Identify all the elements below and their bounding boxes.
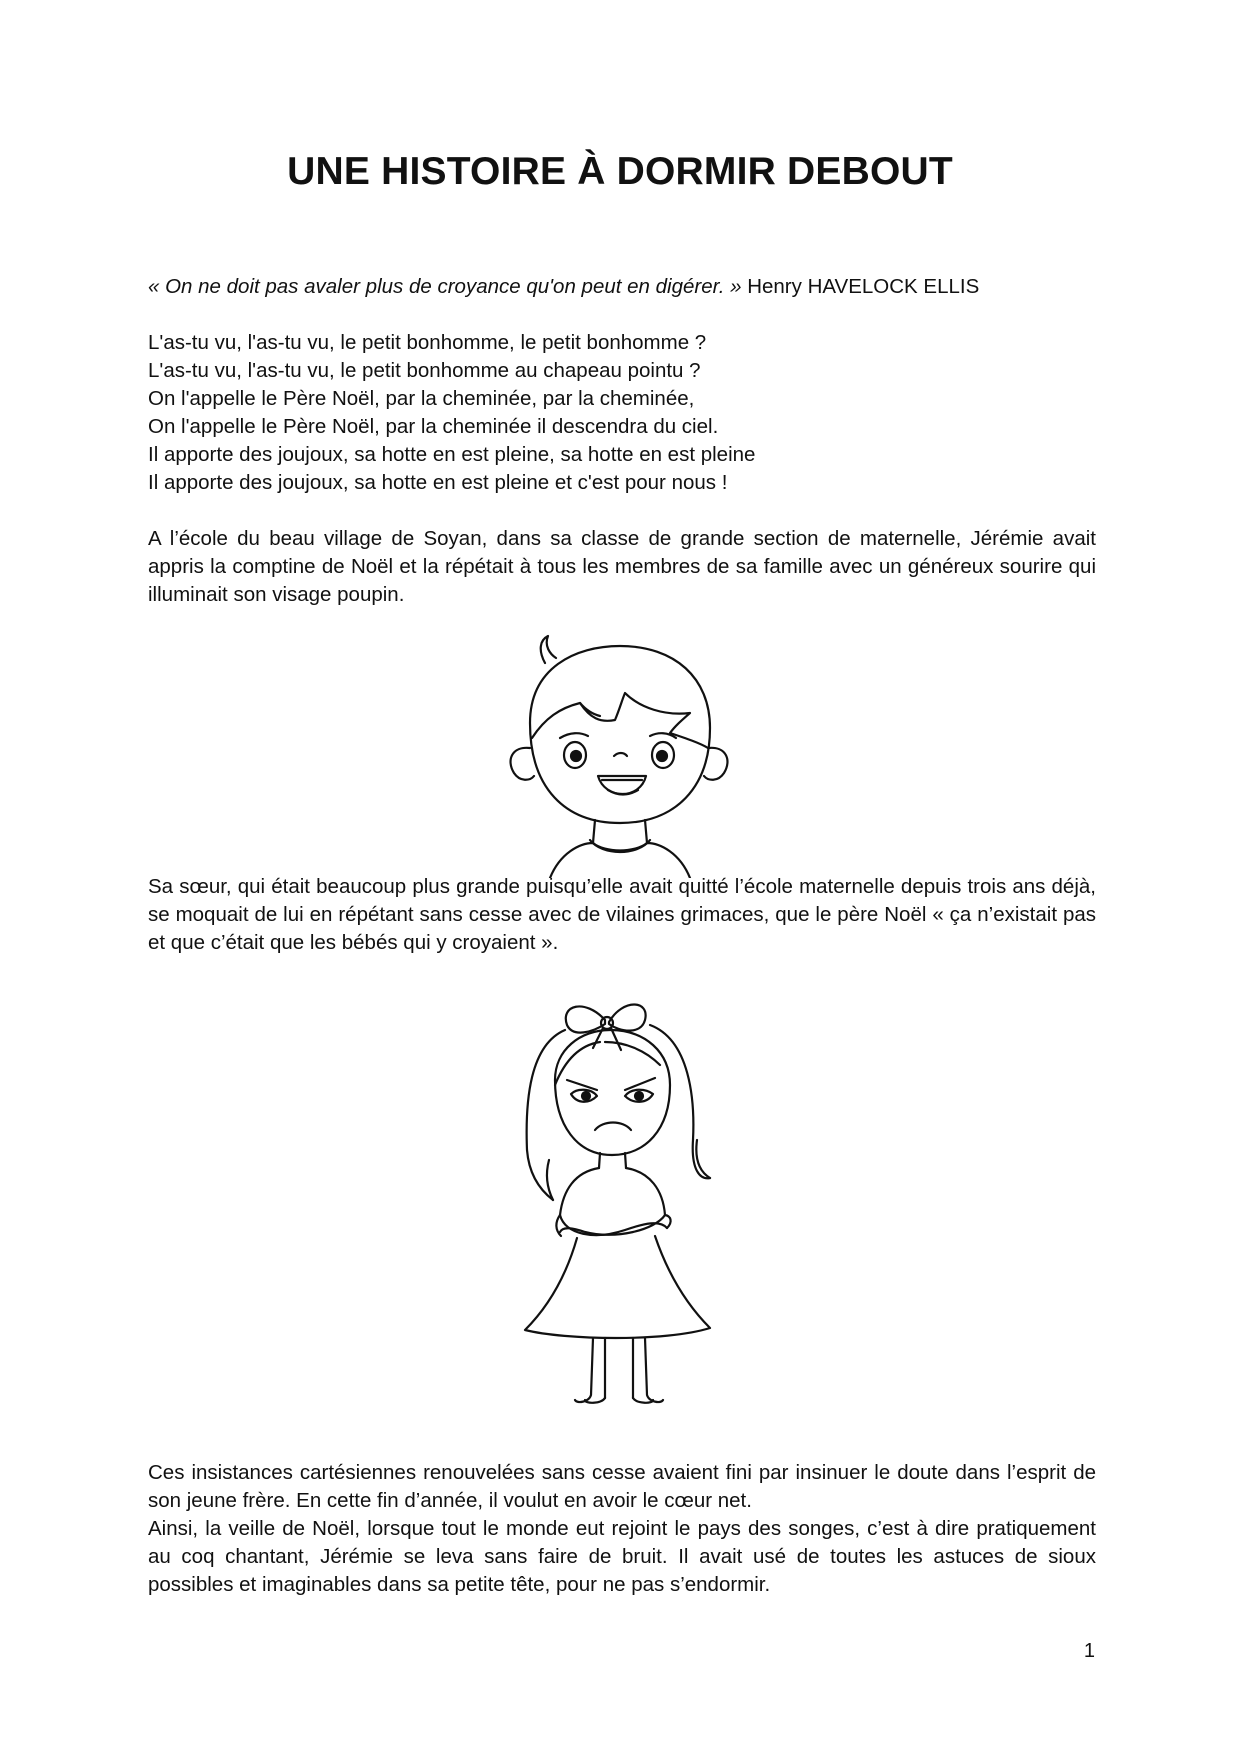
song-line: L'as-tu vu, l'as-tu vu, le petit bonhomme, le petit bonhomme ? (148, 331, 707, 354)
song-lyrics (148, 329, 1096, 497)
epigraph-quote: « On ne doit pas avaler plus de croyance qu'on peut en digérer. » (148, 275, 742, 298)
paragraph-3-part-2: Ainsi, la veille de Noël, lorsque tout le monde eut rejoint le pays des songes, c’est à dire pratiquement au coq chantant, Jérémie se leva sans faire de bruit. Il avait usé de toutes les astuces de sioux possibles et imaginables dans sa petite tête, pour ne pas s’endormir. (148, 1517, 1096, 1596)
paragraph-2: Sa sœur, qui était beaucoup plus grande puisqu’elle avait quitté l’école maternelle depuis trois ans déjà, se moquait de lui en répétant sans cesse avec de vilaines grimaces, que le père Noël « ça n’existait pas et que c’était que les bébés qui y croyaient ». (148, 875, 1096, 954)
paragraph-3-part-1: Ces insistances cartésiennes renouvelées sans cesse avaient fini par insinuer le doute dans l’esprit de son jeune frère. En cette fin d’année, il voulut en avoir le cœur net. (148, 1461, 1096, 1512)
song-line: On l'appelle le Père Noël, par la cheminée il descendra du ciel. (148, 415, 719, 438)
grumpy-girl-drawing (505, 990, 735, 1410)
song-line: L'as-tu vu, l'as-tu vu, le petit bonhomme au chapeau pointu ? (148, 359, 701, 382)
song-line: Il apporte des joujoux, sa hotte en est pleine, sa hotte en est pleine (148, 443, 756, 466)
epigraph-author: Henry HAVELOCK ELLIS (741, 275, 980, 298)
song-line: On l'appelle le Père Noël, par la cheminée, par la cheminée, (148, 387, 695, 410)
document-title: UNE HISTOIRE À DORMIR DEBOUT (287, 150, 953, 193)
paragraph-3 (148, 1459, 1096, 1599)
page-number: 1 (1083, 1640, 1095, 1662)
song-line: Il apporte des joujoux, sa hotte en est pleine et c'est pour nous ! (148, 471, 728, 494)
epigraph (148, 273, 1096, 301)
smiling-boy-drawing (490, 628, 750, 878)
paragraph-1: A l’école du beau village de Soyan, dans sa classe de grande section de maternelle, Jérémie avait appris la comptine de Noël et la répétait à tous les membres de sa famille avec un généreux sourire qui illuminait son visage poupin. (148, 527, 1096, 606)
